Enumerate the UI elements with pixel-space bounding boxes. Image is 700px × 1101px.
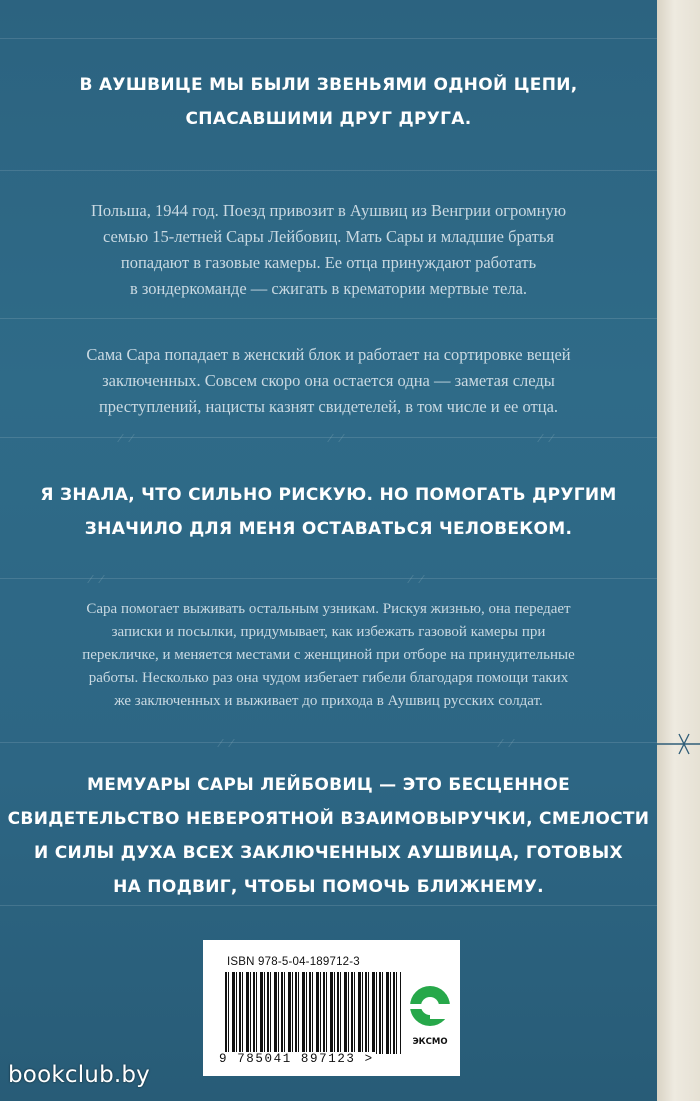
eksmo-logo-svg bbox=[408, 980, 452, 1060]
headline-3-line: МЕМУАРЫ САРЫ ЛЕЙБОВИЦ — ЭТО БЕСЦЕННОЕ bbox=[87, 775, 570, 795]
headline-3-line: СВИДЕТЕЛЬСТВО НЕВЕРОЯТНОЙ ВЗАИМОВЫРУЧКИ, СМЕЛОСТИ bbox=[7, 809, 650, 829]
isbn-panel bbox=[203, 940, 460, 1076]
headline-3 bbox=[0, 768, 657, 904]
eksmo-logo-icon bbox=[408, 980, 452, 1060]
paragraph-line: перекличке, и меняется местами с женщиной при отборе на принудительные bbox=[82, 647, 575, 663]
headline-3-line: НА ПОДВИГ, ЧТОБЫ ПОМОЧЬ БЛИЖНЕМУ. bbox=[113, 877, 544, 897]
barbed-wire-line bbox=[0, 905, 657, 906]
headline-2 bbox=[0, 478, 657, 546]
barbed-wire-line bbox=[0, 318, 657, 319]
paragraph-line: работы. Несколько раз она чудом избегает гибели благодаря помощи таких bbox=[88, 670, 569, 686]
barcode-digits: 9 785041 897123 > bbox=[219, 1052, 374, 1066]
barbed-wire-line bbox=[0, 38, 657, 39]
barbed-wire-icon bbox=[657, 724, 700, 764]
barbed-wire-line bbox=[0, 170, 657, 171]
paragraph-line: Сара помогает выживать остальным узникам. Рискуя жизнью, она передает bbox=[86, 601, 571, 617]
isbn-label: ISBN 978-5-04-189712-3 bbox=[227, 956, 360, 968]
barb-mark bbox=[87, 575, 105, 583]
barb-mark bbox=[117, 434, 135, 442]
barb-mark bbox=[497, 739, 515, 747]
headline-3-line: И СИЛЫ ДУХА ВСЕХ ЗАКЛЮЧЕННЫХ АУШВИЦА, ГОТОВЫХ bbox=[34, 843, 623, 863]
headline-2-line: Я ЗНАЛА, ЧТО СИЛЬНО РИСКУЮ. НО ПОМОГАТЬ ДРУГИМ bbox=[40, 485, 617, 505]
paragraph-line: Польша, 1944 год. Поезд привозит в Аушвиц из Венгрии огромную bbox=[90, 201, 567, 220]
headline-1-line: СПАСАВШИМИ ДРУГ ДРУГА. bbox=[185, 109, 472, 129]
headline-2-line: ЗНАЧИЛО ДЛЯ МЕНЯ ОСТАВАТЬСЯ ЧЕЛОВЕКОМ. bbox=[84, 519, 573, 539]
paragraph-line: в зондеркоманде — сжигать в крематории мертвые тела. bbox=[129, 279, 528, 298]
paragraph-line: Сама Сара попадает в женский блок и работает на сортировке вещей bbox=[86, 345, 571, 364]
paragraph-3 bbox=[0, 598, 657, 713]
paragraph-line: семью 15-летней Сары Лейбовиц. Мать Сары и младшие братья bbox=[103, 227, 554, 246]
barb-mark bbox=[537, 434, 555, 442]
paragraph-2 bbox=[0, 342, 657, 420]
barb-mark bbox=[407, 575, 425, 583]
barbed-wire-line bbox=[0, 742, 657, 743]
headline-1-line: В АУШВИЦЕ МЫ БЫЛИ ЗВЕНЬЯМИ ОДНОЙ ЦЕПИ, bbox=[79, 75, 578, 95]
paragraph-line: заключенных. Совсем скоро она остается одна — заметая следы bbox=[102, 371, 555, 390]
watermark: bookclub.by bbox=[8, 1062, 150, 1088]
paragraph-line: преступлений, нацисты казнят свидетелей, в том числе и ее отца. bbox=[98, 397, 559, 416]
barb-mark bbox=[327, 434, 345, 442]
paragraph-line: записки и посылки, придумывает, как избежать газовой камеры при bbox=[111, 624, 546, 640]
paragraph-1 bbox=[0, 198, 657, 302]
barcode bbox=[225, 972, 401, 1054]
headline-1 bbox=[0, 68, 657, 136]
barb-mark bbox=[217, 739, 235, 747]
paragraph-line: попадают в газовые камеры. Ее отца принуждают работать bbox=[120, 253, 537, 272]
paragraph-line: же заключенных и выживает до прихода в Аушвиц русских солдат. bbox=[114, 693, 543, 709]
publisher-name: ЭКСМО bbox=[412, 1037, 448, 1047]
page-edge bbox=[657, 0, 700, 1101]
